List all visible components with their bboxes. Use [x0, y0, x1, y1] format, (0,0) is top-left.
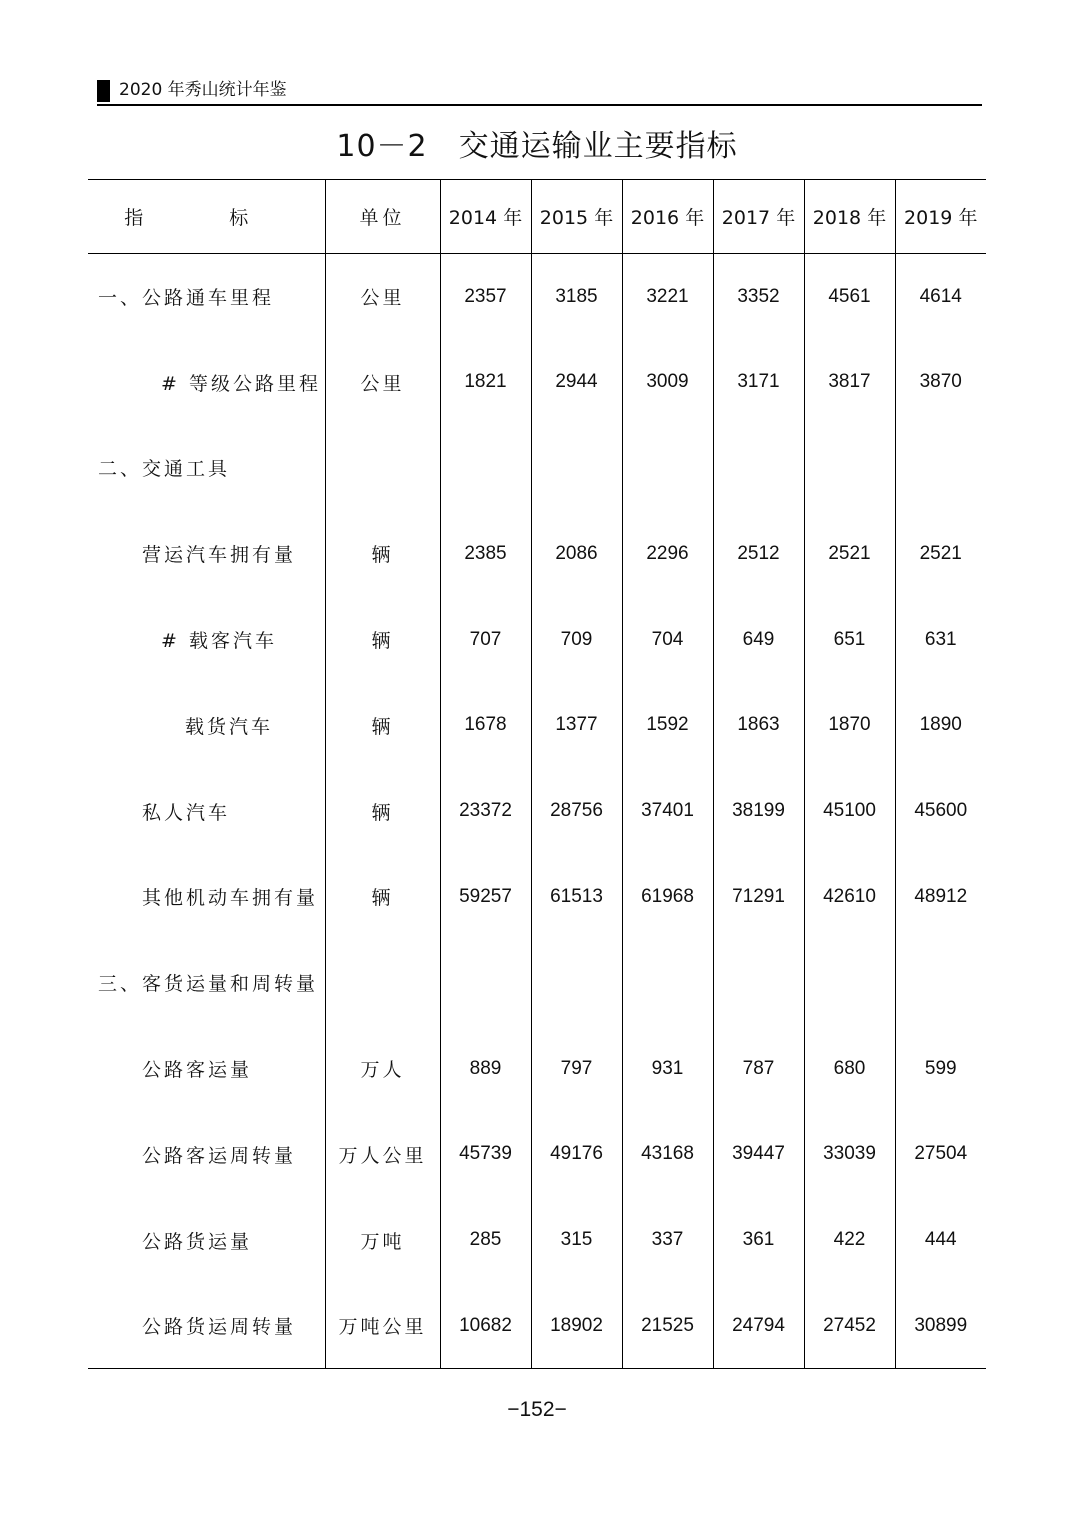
cell-2015: 2086: [531, 511, 622, 597]
statistics-table: [88, 179, 986, 1369]
table-row: [88, 940, 986, 1026]
cell-2017: 2512: [713, 511, 804, 597]
row-indicator: 公路客运量: [142, 1059, 253, 1082]
cell-2016: 37401: [622, 768, 713, 854]
cell-2018: 2521: [804, 511, 895, 597]
table-row: [88, 425, 986, 511]
cell-2018: [804, 425, 895, 511]
cell-2017: [713, 940, 804, 1026]
cell-2016: 3009: [622, 339, 713, 425]
cell-2019: 4614: [895, 254, 986, 340]
table-row: [88, 1197, 986, 1283]
cell-2019: 45600: [895, 768, 986, 854]
row-unit: 公里: [325, 254, 440, 340]
cell-2015: 1377: [531, 682, 622, 768]
row-indicator: 公路货运量: [142, 1230, 253, 1253]
table-row: [88, 511, 986, 597]
cell-2017: 24794: [713, 1283, 804, 1369]
cell-2016: 704: [622, 597, 713, 683]
row-unit: [325, 940, 440, 1026]
row-unit: 辆: [325, 511, 440, 597]
cell-2017: 649: [713, 597, 804, 683]
cell-2015: 2944: [531, 339, 622, 425]
table-row: [88, 682, 986, 768]
cell-2018: 3817: [804, 339, 895, 425]
cell-2015: 49176: [531, 1111, 622, 1197]
cell-2019: 631: [895, 597, 986, 683]
cell-2017: 361: [713, 1197, 804, 1283]
row-unit: 辆: [325, 854, 440, 940]
page-number: −152−: [507, 1398, 567, 1421]
cell-2017: [713, 425, 804, 511]
cell-2017: 1863: [713, 682, 804, 768]
row-unit: 万人: [325, 1026, 440, 1112]
row-unit: 辆: [325, 682, 440, 768]
cell-2014: [440, 425, 531, 511]
cell-2015: 315: [531, 1197, 622, 1283]
cell-2016: 931: [622, 1026, 713, 1112]
cell-2016: 21525: [622, 1283, 713, 1369]
row-indicator: 私人汽车: [142, 801, 231, 824]
row-indicator: # 载客汽车: [161, 630, 277, 653]
cell-2016: 43168: [622, 1111, 713, 1197]
row-indicator: 营运汽车拥有量: [142, 544, 297, 567]
cell-2018: 4561: [804, 254, 895, 340]
row-unit: 万人公里: [325, 1111, 440, 1197]
cell-2015: 28756: [531, 768, 622, 854]
cell-2017: 39447: [713, 1111, 804, 1197]
cell-2016: [622, 425, 713, 511]
row-indicator: 公路货运周转量: [88, 1283, 325, 1369]
cell-2015: 3185: [531, 254, 622, 340]
cell-2018: 27452: [804, 1283, 895, 1369]
cell-2014: 1821: [440, 339, 531, 425]
row-indicator: # 等级公路里程: [161, 372, 321, 395]
header-year-2019: 2019 年: [895, 180, 986, 254]
cell-2015: 709: [531, 597, 622, 683]
cell-2017: 71291: [713, 854, 804, 940]
cell-2017: 38199: [713, 768, 804, 854]
header-row: [88, 180, 986, 254]
cell-2014: 285: [440, 1197, 531, 1283]
cell-2014: 1678: [440, 682, 531, 768]
header-title: 2020 年秀山统计年鉴: [119, 80, 287, 100]
cell-2016: 337: [622, 1197, 713, 1283]
header-year-2018: 2018 年: [804, 180, 895, 254]
cell-2014: [440, 940, 531, 1026]
cell-2017: 3352: [713, 254, 804, 340]
header-year-2016: 2016 年: [622, 180, 713, 254]
cell-2014: 2385: [440, 511, 531, 597]
cell-2019: 1890: [895, 682, 986, 768]
cell-2017: 3171: [713, 339, 804, 425]
header-indicator: 指 标: [88, 180, 325, 254]
row-unit: [325, 425, 440, 511]
table-row: [88, 254, 986, 340]
header-unit: 单位: [325, 180, 440, 254]
cell-2018: 651: [804, 597, 895, 683]
cell-2018: 42610: [804, 854, 895, 940]
cell-2019: [895, 425, 986, 511]
cell-2016: [622, 940, 713, 1026]
row-indicator: 一、公路通车里程: [98, 287, 275, 310]
cell-2017: 787: [713, 1026, 804, 1112]
table-row: [88, 854, 986, 940]
cell-2019: 27504: [895, 1111, 986, 1197]
row-indicator: 三、客货运量和周转量: [98, 973, 319, 996]
cell-2016: 61968: [622, 854, 713, 940]
cell-2018: [804, 940, 895, 1026]
header-bar-mark: [97, 80, 110, 102]
cell-2015: 797: [531, 1026, 622, 1112]
table-row: [88, 768, 986, 854]
table-row: [88, 597, 986, 683]
row-unit: 公里: [325, 339, 440, 425]
cell-2015: 61513: [531, 854, 622, 940]
cell-2016: 3221: [622, 254, 713, 340]
cell-2018: 45100: [804, 768, 895, 854]
cell-2018: 680: [804, 1026, 895, 1112]
header-year-2015: 2015 年: [531, 180, 622, 254]
cell-2019: 48912: [895, 854, 986, 940]
table-row: [88, 1111, 986, 1197]
cell-2019: 2521: [895, 511, 986, 597]
cell-2018: 33039: [804, 1111, 895, 1197]
cell-2019: [895, 940, 986, 1026]
table-row: [88, 339, 986, 425]
cell-2019: 3870: [895, 339, 986, 425]
header-year-2014: 2014 年: [440, 180, 531, 254]
cell-2014: 23372: [440, 768, 531, 854]
table-row: [88, 1283, 986, 1369]
running-header: [97, 78, 982, 106]
cell-2014: 10682: [440, 1283, 531, 1369]
cell-2014: 889: [440, 1026, 531, 1112]
row-unit: 辆: [325, 597, 440, 683]
row-unit: 万吨公里: [325, 1283, 440, 1369]
cell-2016: 1592: [622, 682, 713, 768]
cell-2014: 707: [440, 597, 531, 683]
table-title: 10－2 交通运输业主要指标: [336, 129, 738, 164]
cell-2019: 599: [895, 1026, 986, 1112]
row-unit: 万吨: [325, 1197, 440, 1283]
row-indicator: 公路客运周转量: [142, 1144, 297, 1167]
cell-2019: 30899: [895, 1283, 986, 1369]
row-unit: 辆: [325, 768, 440, 854]
table-row: [88, 1026, 986, 1112]
cell-2015: [531, 425, 622, 511]
cell-2018: 1870: [804, 682, 895, 768]
cell-2018: 422: [804, 1197, 895, 1283]
cell-2015: 18902: [531, 1283, 622, 1369]
header-year-2017: 2017 年: [713, 180, 804, 254]
cell-2014: 2357: [440, 254, 531, 340]
cell-2014: 59257: [440, 854, 531, 940]
cell-2019: 444: [895, 1197, 986, 1283]
row-indicator: 二、交通工具: [98, 458, 231, 481]
cell-2014: 45739: [440, 1111, 531, 1197]
cell-2015: [531, 940, 622, 1026]
cell-2016: 2296: [622, 511, 713, 597]
row-indicator: 载货汽车: [185, 715, 274, 738]
row-indicator: 其他机动车拥有量: [142, 887, 319, 910]
